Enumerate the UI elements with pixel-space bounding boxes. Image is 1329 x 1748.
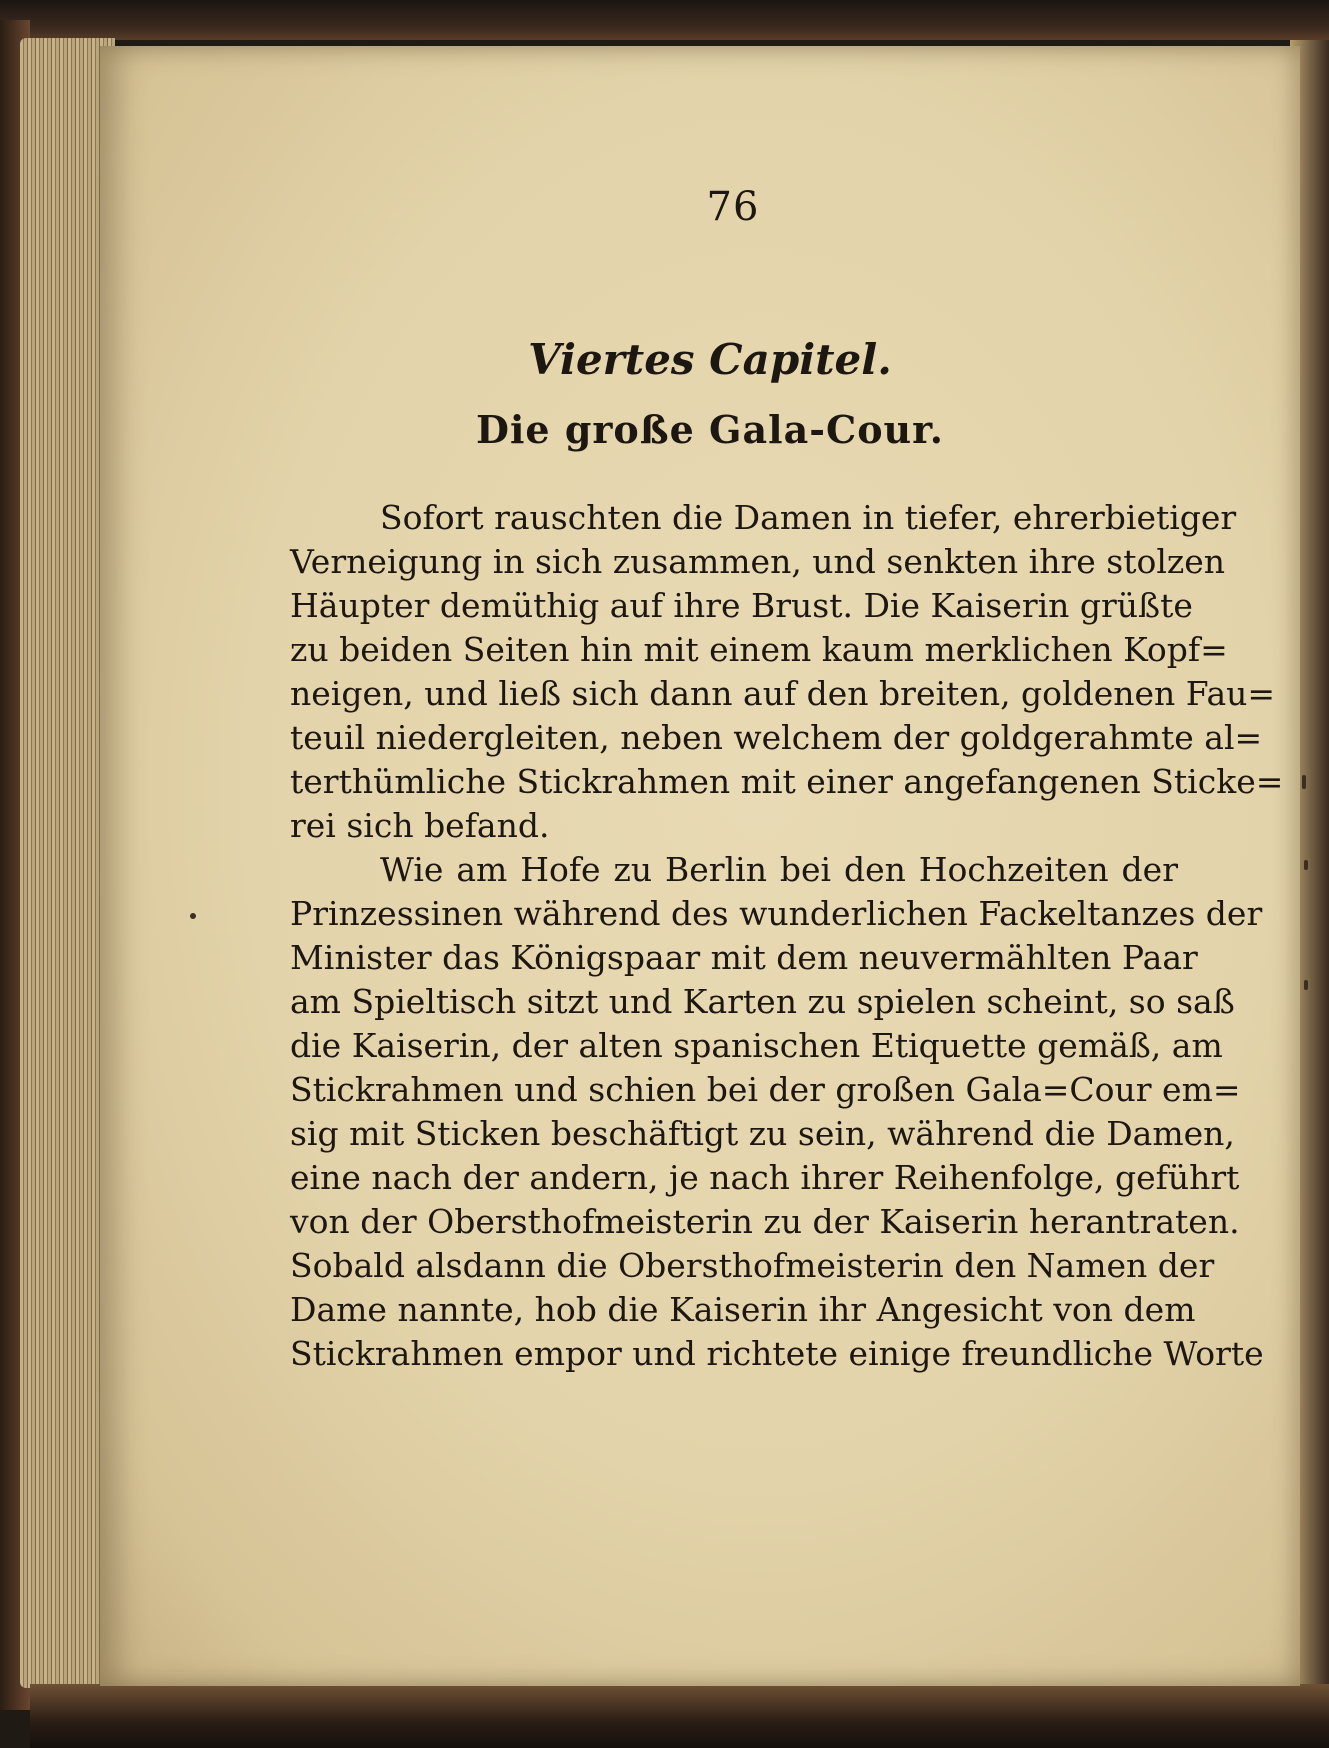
text-line: Sobald alsdann die Obersthofmeisterin den Namen der — [290, 1246, 1215, 1285]
book-cover-bottom — [30, 1684, 1329, 1748]
text-line: eine nach der andern, je nach ihrer Reihenfolge, geführt — [290, 1158, 1240, 1197]
text-line: zu beiden Seiten hin mit einem kaum merklichen Kopf= — [290, 630, 1228, 669]
text-line: Häupter demüthig auf ihre Brust. Die Kaiserin grüßte — [290, 586, 1193, 625]
text-line: Stickrahmen empor und richtete einige freundliche Worte — [290, 1334, 1264, 1373]
ink-speck — [1304, 860, 1308, 870]
text-line: teuil niedergleiten, neben welchem der goldgerahmte al= — [290, 718, 1263, 757]
ink-speck — [1304, 980, 1308, 990]
text-line: Verneigung in sich zusammen, und senkten ihre stolzen — [290, 542, 1226, 581]
ink-speck — [1302, 775, 1306, 789]
ink-speck — [190, 913, 196, 919]
text-line: die Kaiserin, der alten spanischen Etiquette gemäß, am — [290, 1026, 1223, 1065]
chapter-title: Viertes Capitel. — [528, 335, 892, 384]
text-line: von der Obersthofmeisterin zu der Kaiserin herantraten. — [290, 1202, 1240, 1241]
text-line: Sofort rauschten die Damen in tiefer, ehrerbietiger — [380, 498, 1237, 537]
text-line: Stickrahmen und schien bei der großen Gala=Cour em= — [290, 1070, 1241, 1109]
text-line: Minister das Königspaar mit dem neuvermählten Paar — [290, 938, 1198, 977]
text-line: neigen, und ließ sich dann auf den breiten, goldenen Fau= — [290, 674, 1276, 713]
page-number: 76 — [706, 184, 760, 230]
text-line: terthümliche Stickrahmen mit einer angefangenen Sticke= — [290, 762, 1284, 801]
text-line: Prinzessinen während des wunderlichen Fackeltanzes der — [290, 894, 1263, 933]
text-line: am Spieltisch sitzt und Karten zu spielen scheint, so saß — [290, 982, 1235, 1021]
text-line: rei sich befand. — [290, 806, 550, 845]
text-line: Wie am Hofe zu Berlin bei den Hochzeiten der — [380, 850, 1178, 889]
section-title: Die große Gala-Cour. — [476, 407, 944, 452]
body-text — [290, 496, 1284, 1376]
book-cover-top — [0, 0, 1329, 40]
text-line: sig mit Sticken beschäftigt zu sein, während die Damen, — [290, 1114, 1235, 1153]
text-line: Dame nannte, hob die Kaiserin ihr Angesicht von dem — [290, 1290, 1196, 1329]
